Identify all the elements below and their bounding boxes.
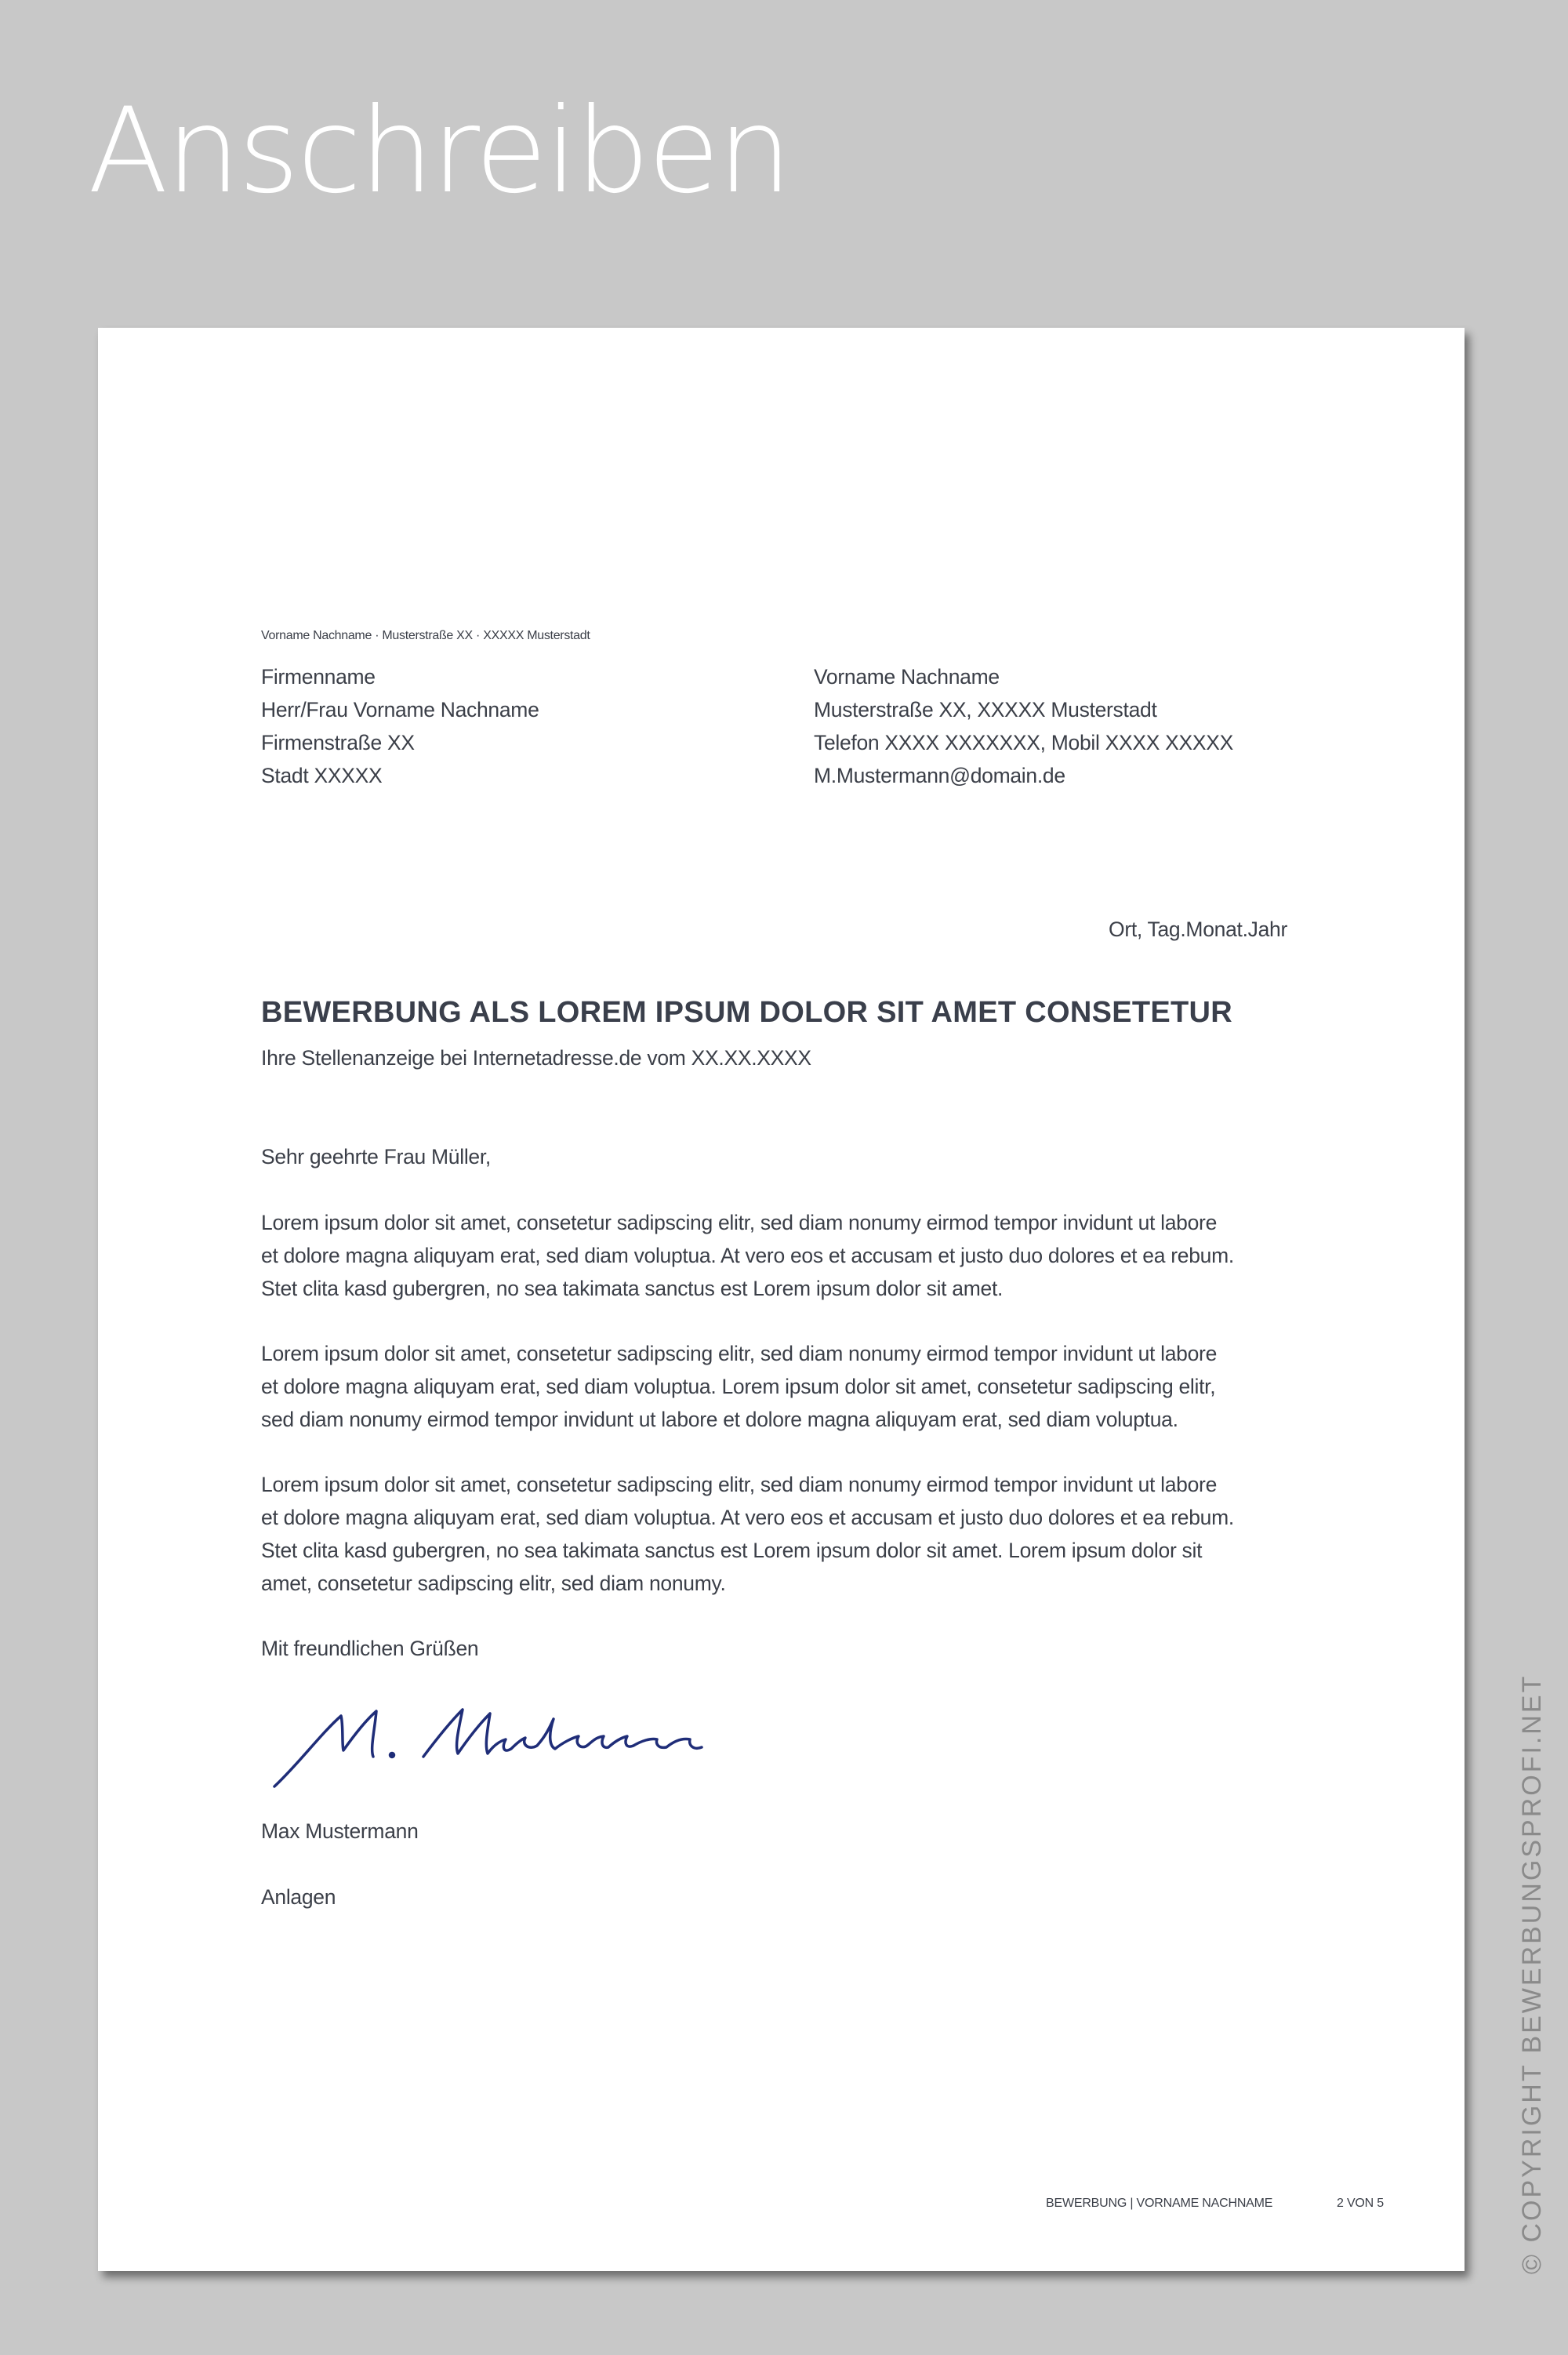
- paragraph-line: Stet clita kasd gubergren, no sea takimata sanctus est Lorem ipsum dolor sit amet. Lorem ipsum dolor sit: [261, 1539, 1203, 1562]
- closing: Mit freundlichen Grüßen: [261, 1637, 479, 1660]
- signer-name: Max Mustermann: [261, 1819, 419, 1843]
- paragraph-line: et dolore magna aliquyam erat, sed diam voluptua. At vero eos et accusam et justo duo dolores et ea rebum.: [261, 1244, 1234, 1267]
- page-title: Anschreiben: [88, 83, 790, 220]
- sender-line: Telefon XXXX XXXXXXX, Mobil XXXX XXXXX: [814, 731, 1234, 754]
- sender-line: Musterstraße XX, XXXXX Musterstadt: [814, 698, 1157, 721]
- paragraph: [261, 1206, 1234, 1305]
- sender-email: M.Mustermann@domain.de: [814, 764, 1065, 787]
- paragraph-line: sed diam nonumy eirmod tempor invidunt ut labore et dolore magna aliquyam erat, sed diam voluptua.: [261, 1408, 1178, 1431]
- page-number: 2 VON 5: [1337, 2197, 1384, 2210]
- letter-heading: BEWERBUNG ALS LOREM IPSUM DOLOR SIT AMET CONSETETUR: [261, 996, 1233, 1029]
- recipient-line: Firmenstraße XX: [261, 731, 415, 754]
- sender-return-line: Vorname Nachname · Musterstraße XX · XXXXX Musterstadt: [261, 629, 590, 642]
- footer-label: BEWERBUNG | VORNAME NACHNAME: [1046, 2197, 1273, 2210]
- letter-date: Ort, Tag.Monat.Jahr: [1109, 918, 1287, 941]
- enclosures: Anlagen: [261, 1885, 336, 1909]
- paragraph-line: Stet clita kasd gubergren, no sea takimata sanctus est Lorem ipsum dolor sit amet.: [261, 1277, 1004, 1300]
- signature-image: [267, 1702, 706, 1796]
- paragraph: [261, 1337, 1217, 1436]
- paragraph-line: Lorem ipsum dolor sit amet, consetetur sadipscing elitr, sed diam nonumy eirmod tempor invidunt ut labore: [261, 1211, 1218, 1234]
- sender-address: [814, 660, 1233, 792]
- paragraph-line: et dolore magna aliquyam erat, sed diam voluptua. At vero eos et accusam et justo duo dolores et ea rebum.: [261, 1506, 1234, 1529]
- copyright-notice: © COPYRIGHT BEWERBUNGSPROFI.NET: [1517, 1674, 1547, 2274]
- recipient-line: Firmenname: [261, 665, 376, 689]
- paragraph-line: amet, consetetur sadipscing elitr, sed diam nonumy.: [261, 1572, 726, 1595]
- paragraph-line: et dolore magna aliquyam erat, sed diam voluptua. Lorem ipsum dolor sit amet, consetetur sadipscing elitr,: [261, 1375, 1216, 1398]
- paragraph-line: Lorem ipsum dolor sit amet, consetetur sadipscing elitr, sed diam nonumy eirmod tempor invidunt ut labore: [261, 1473, 1218, 1496]
- letter-subject: Ihre Stellenanzeige bei Internetadresse.de vom XX.XX.XXXX: [261, 1046, 811, 1070]
- recipient-line: Stadt XXXXX: [261, 764, 383, 787]
- letter-page: [98, 328, 1465, 2271]
- paragraph-line: Lorem ipsum dolor sit amet, consetetur sadipscing elitr, sed diam nonumy eirmod tempor invidunt ut labore: [261, 1342, 1218, 1365]
- recipient-address: [261, 660, 539, 792]
- sender-line: Vorname Nachname: [814, 665, 1000, 689]
- paragraph: [261, 1468, 1234, 1600]
- recipient-line: Herr/Frau Vorname Nachname: [261, 698, 539, 721]
- salutation: Sehr geehrte Frau Müller,: [261, 1145, 491, 1168]
